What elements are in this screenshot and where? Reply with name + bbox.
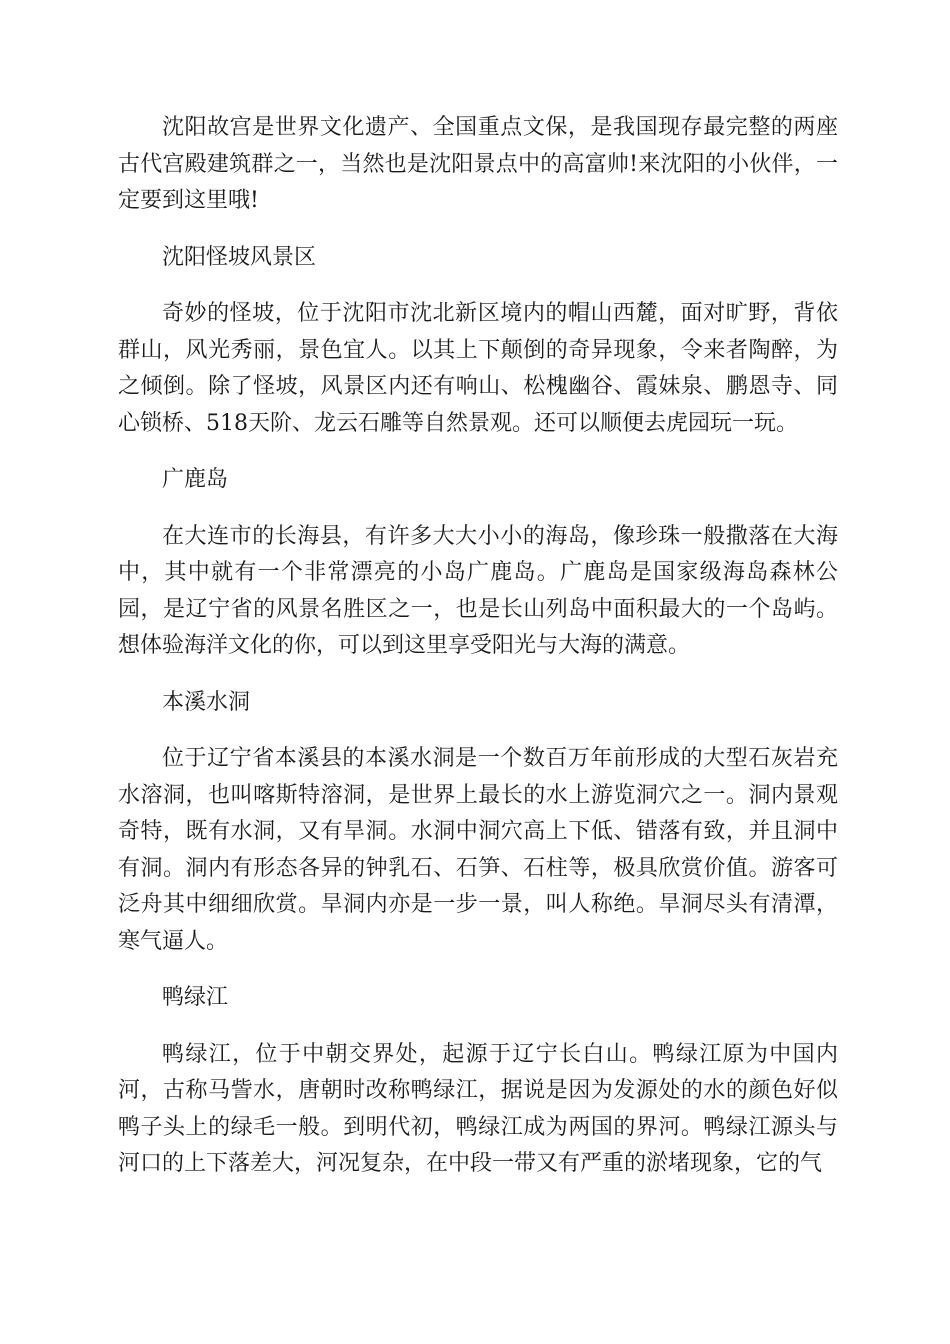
- section-heading-yalu-river: 鸭绿江: [162, 985, 229, 1010]
- paragraph-yalu-river: 鸭绿江，位于中朝交界处，起源于辽宁长白山。鸭绿江原为中国内河，古称马訾水，唐朝时改称鸭绿江，据说是因为发源处的水的颜色好似鸭子头上的绿毛一般。到明代初，鸭绿江成为两国的界河。鸭绿江源头与河口的上下落差大，河况复杂，在中段一带又有严重的淤堵现象，它的气: [118, 1041, 838, 1176]
- section-heading-guaipo: 沈阳怪坡风景区: [162, 244, 317, 270]
- document-body: [118, 110, 838, 1203]
- section-heading-benxi-cave: 本溪水洞: [162, 689, 251, 715]
- paragraph-shenyang-palace: 沈阳故宫是世界文化遗产、全国重点文保，是我国现存最完整的两座古代宫殿建筑群之一，当然也是沈阳景点中的高富帅!来沈阳的小伙伴，一定要到这里哦!: [118, 115, 838, 213]
- paragraph-guaipo: 奇妙的怪坡，位于沈阳市沈北新区境内的帽山西麓，面对旷野，背依群山，风光秀丽，景色宜人。以其上下颠倒的奇异现象，令来者陶醉，为之倾倒。除了怪坡，风景区内还有响山、松槐幽谷、霞妹泉、鹏恩寺、同心锁桥、518天阶、龙云石雕等自然景观。还可以顺便去虎园玩一玩。: [118, 301, 838, 436]
- paragraph-benxi-cave: 位于辽宁省本溪县的本溪水洞是一个数百万年前形成的大型石灰岩充水溶洞，也叫喀斯特溶洞，是世界上最长的水上游览洞穴之一。洞内景观奇特，既有水洞，又有旱洞。水洞中洞穴高上下低、错落有致，并且洞中有洞。洞内有形态各异的钟乳石、石笋、石柱等，极具欣赏价值。游客可泛舟其中细细欣赏。旱洞内亦是一步一景，叫人称绝。旱洞尽头有清潭，寒气逼人。: [118, 746, 838, 954]
- section-heading-guangludao: 广鹿岛: [162, 467, 229, 492]
- paragraph-guangludao: 在大连市的长海县，有许多大大小小的海岛，像珍珠一般撒落在大海中，其中就有一个非常漂亮的小岛广鹿岛。广鹿岛是国家级海岛森林公园，是辽宁省的风景名胜区之一，也是长山列岛中面积最大的一个岛屿。想体验海洋文化的你，可以到这里享受阳光与大海的满意。: [118, 523, 838, 658]
